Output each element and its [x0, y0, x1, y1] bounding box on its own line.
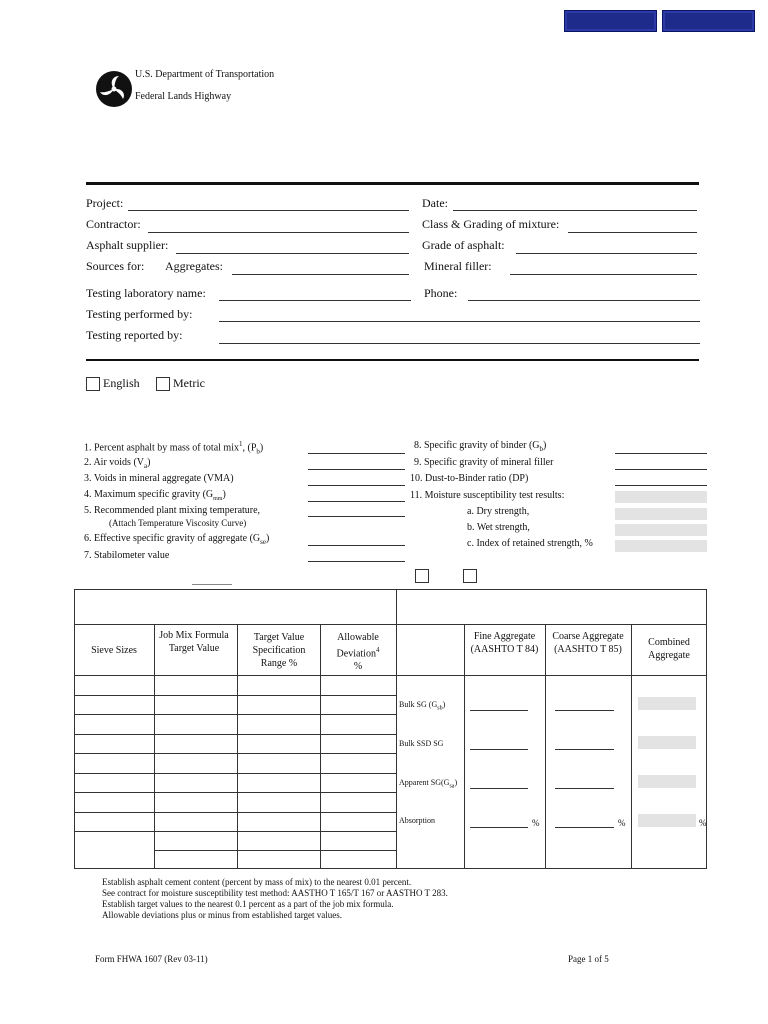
metric-checkbox[interactable] — [156, 377, 170, 391]
combined-bulk-ssd-field[interactable] — [638, 736, 696, 749]
date-label: Date: — [422, 196, 448, 210]
class-grading-field[interactable] — [568, 232, 697, 233]
coarse-aggregate-header: Coarse Aggregate (AASHTO T 85) — [552, 631, 624, 655]
date-field[interactable] — [453, 210, 697, 211]
coarse-bulk-ssd-field[interactable] — [555, 749, 614, 750]
aggregates-field[interactable] — [232, 274, 409, 275]
item-11-field[interactable] — [615, 491, 707, 503]
item-9-field[interactable] — [615, 469, 707, 470]
contractor-field[interactable] — [148, 232, 409, 233]
dry-strength-field[interactable] — [615, 508, 707, 520]
page-number: Page 1 of 5 — [568, 954, 609, 964]
nav-button-2[interactable] — [662, 10, 755, 32]
top-rule — [86, 182, 699, 185]
item-1-label: 1. Percent asphalt by mass of total mix$^1$, $(P_b)$ — [84, 440, 264, 456]
item-7-field[interactable] — [308, 561, 405, 562]
row-line — [74, 831, 396, 832]
asphalt-supplier-field[interactable] — [176, 253, 409, 254]
col-line-1 — [154, 624, 155, 869]
item-3-label: 3. Voids in mineral aggregate (VMA) — [84, 473, 234, 484]
reported-by-label: Testing reported by: — [86, 328, 183, 342]
col-line-4 — [464, 624, 465, 869]
item-10-field[interactable] — [615, 485, 707, 486]
combined-absorption-pct: % — [699, 818, 707, 828]
item-5-field[interactable] — [308, 516, 405, 517]
coarse-apparent-sg-field[interactable] — [555, 788, 614, 789]
row-line — [74, 695, 396, 696]
nav-button-1[interactable] — [564, 10, 657, 32]
bulk-ssd-sg-label: Bulk SSD SG — [399, 739, 444, 748]
checkbox-a[interactable] — [415, 569, 429, 583]
fine-bulk-sg-field[interactable] — [470, 710, 528, 711]
row-line — [74, 714, 396, 715]
col-line-2 — [237, 624, 238, 869]
bottom-rule — [86, 359, 699, 361]
item-8-field[interactable] — [615, 453, 707, 454]
agency-name: U.S. Department of Transportation — [135, 69, 275, 80]
metric-label: Metric — [173, 376, 205, 390]
item-11-label: 11. Moisture susceptibility test results: — [410, 490, 565, 501]
allowable-header: Allowable Deviation$^4$ % — [336, 632, 380, 673]
combined-absorption-field[interactable] — [638, 814, 696, 827]
item-9-label: 9. Specific gravity of mineral filler — [414, 457, 554, 468]
row-line — [74, 792, 396, 793]
item-5-label: 5. Recommended plant mixing temperature, — [84, 505, 261, 516]
apparent-sg-label: Apparent $SG(G_{sa})$ — [399, 778, 458, 790]
fine-absorption-field[interactable] — [470, 827, 528, 828]
item-1-field[interactable] — [308, 453, 405, 454]
row-line — [154, 850, 396, 851]
target-value-header: Target Value Specification Range % — [252, 632, 306, 669]
checkbox-b[interactable] — [463, 569, 477, 583]
job-mix-header: Job Mix Formula Target Value — [159, 630, 229, 654]
item-7-label: 7. Stabilometer value — [84, 550, 170, 561]
table-divider — [396, 589, 397, 869]
footnote-3: Establish target values to the nearest 0.1 percent as a part of the job mix formula. — [102, 899, 394, 909]
contractor-label: Contractor: — [86, 217, 141, 231]
absorption-label: Absorption — [399, 816, 435, 825]
lab-name-field[interactable] — [219, 300, 411, 301]
row-line — [74, 812, 396, 813]
item-2-field[interactable] — [308, 469, 405, 470]
blank-line — [192, 584, 232, 585]
footnotes — [102, 877, 448, 921]
col-line-6 — [631, 624, 632, 869]
mineral-filler-label: Mineral filler: — [424, 259, 492, 273]
combined-aggregate-header: Combined Aggregate — [648, 637, 690, 661]
item-8-label: 8. Specific gravity of binder $(G_b)$ — [414, 440, 547, 453]
wet-strength-field[interactable] — [615, 524, 707, 536]
item-4-field[interactable] — [308, 501, 405, 502]
project-label: Project: — [86, 196, 124, 210]
project-field[interactable] — [128, 210, 409, 211]
dot-triskelion-logo — [95, 70, 133, 108]
fine-bulk-ssd-field[interactable] — [470, 749, 528, 750]
item-2-label: 2. Air voids $(V_a)$ — [84, 457, 151, 470]
item-3-field[interactable] — [308, 485, 405, 486]
item-6-field[interactable] — [308, 545, 405, 546]
retained-strength-label: c. Index of retained strength, % — [467, 538, 593, 549]
reported-by-field[interactable] — [219, 343, 700, 344]
footnote-1: Establish asphalt cement content (percent by mass of mix) to the nearest 0.01 percent. — [102, 877, 412, 887]
dry-strength-label: a. Dry strength, — [467, 506, 530, 517]
lab-name-label: Testing laboratory name: — [86, 286, 206, 300]
aggregates-label: Aggregates: — [165, 259, 223, 273]
performed-by-field[interactable] — [219, 321, 700, 322]
fine-aggregate-header: Fine Aggregate (AASHTO T 84) — [470, 631, 539, 655]
grade-asphalt-label: Grade of asphalt: — [422, 238, 505, 252]
asphalt-supplier-label: Asphalt supplier: — [86, 238, 169, 252]
class-grading-label: Class & Grading of mixture: — [422, 217, 560, 231]
phone-field[interactable] — [468, 300, 700, 301]
fine-apparent-sg-field[interactable] — [470, 788, 528, 789]
col-line-3 — [320, 624, 321, 869]
header-top-line — [74, 624, 707, 625]
english-checkbox[interactable] — [86, 377, 100, 391]
item-5-note: (Attach Temperature Viscosity Curve) — [109, 518, 247, 528]
wet-strength-label: b. Wet strength, — [467, 522, 530, 533]
row-line — [74, 734, 396, 735]
mineral-filler-field[interactable] — [510, 274, 697, 275]
coarse-absorption-pct: % — [618, 818, 626, 828]
footnote-2: See contract for moisture susceptibility test method: AASTHO T 165/T 167 or AASTHO T 283. — [102, 888, 448, 898]
row-line — [74, 753, 396, 754]
footnote-4: Allowable deviations plus or minus from established target values. — [102, 910, 343, 920]
item-10-label: 10. Dust-to-Binder ratio (DP) — [410, 473, 529, 484]
bulk-sg-label: Bulk SG $(G_{sb})$ — [399, 700, 446, 712]
coarse-absorption-field[interactable] — [555, 827, 614, 828]
division-name: Federal Lands Highway — [135, 91, 232, 102]
combined-apparent-sg-field[interactable] — [638, 775, 696, 788]
coarse-bulk-sg-field[interactable] — [555, 710, 614, 711]
english-label: English — [103, 376, 140, 390]
item-6-label: 6. Effective specific gravity of aggregate $(G_{se})$ — [84, 533, 270, 546]
item-4-label: 4. Maximum specific gravity $(G_{mm})$ — [84, 489, 226, 502]
header-bottom-line — [74, 675, 707, 676]
form-number: Form FHWA 1607 (Rev 03-11) — [95, 954, 208, 964]
col-line-5 — [545, 624, 546, 869]
grade-asphalt-field[interactable] — [516, 253, 697, 254]
sieve-sizes-header: Sieve Sizes — [91, 645, 137, 656]
phone-label: Phone: — [424, 286, 458, 300]
fine-absorption-pct: % — [532, 818, 540, 828]
performed-by-label: Testing performed by: — [86, 307, 193, 321]
row-line — [74, 773, 396, 774]
combined-bulk-sg-field[interactable] — [638, 697, 696, 710]
retained-strength-field[interactable] — [615, 540, 707, 552]
sources-for-label: Sources for: — [86, 259, 145, 273]
